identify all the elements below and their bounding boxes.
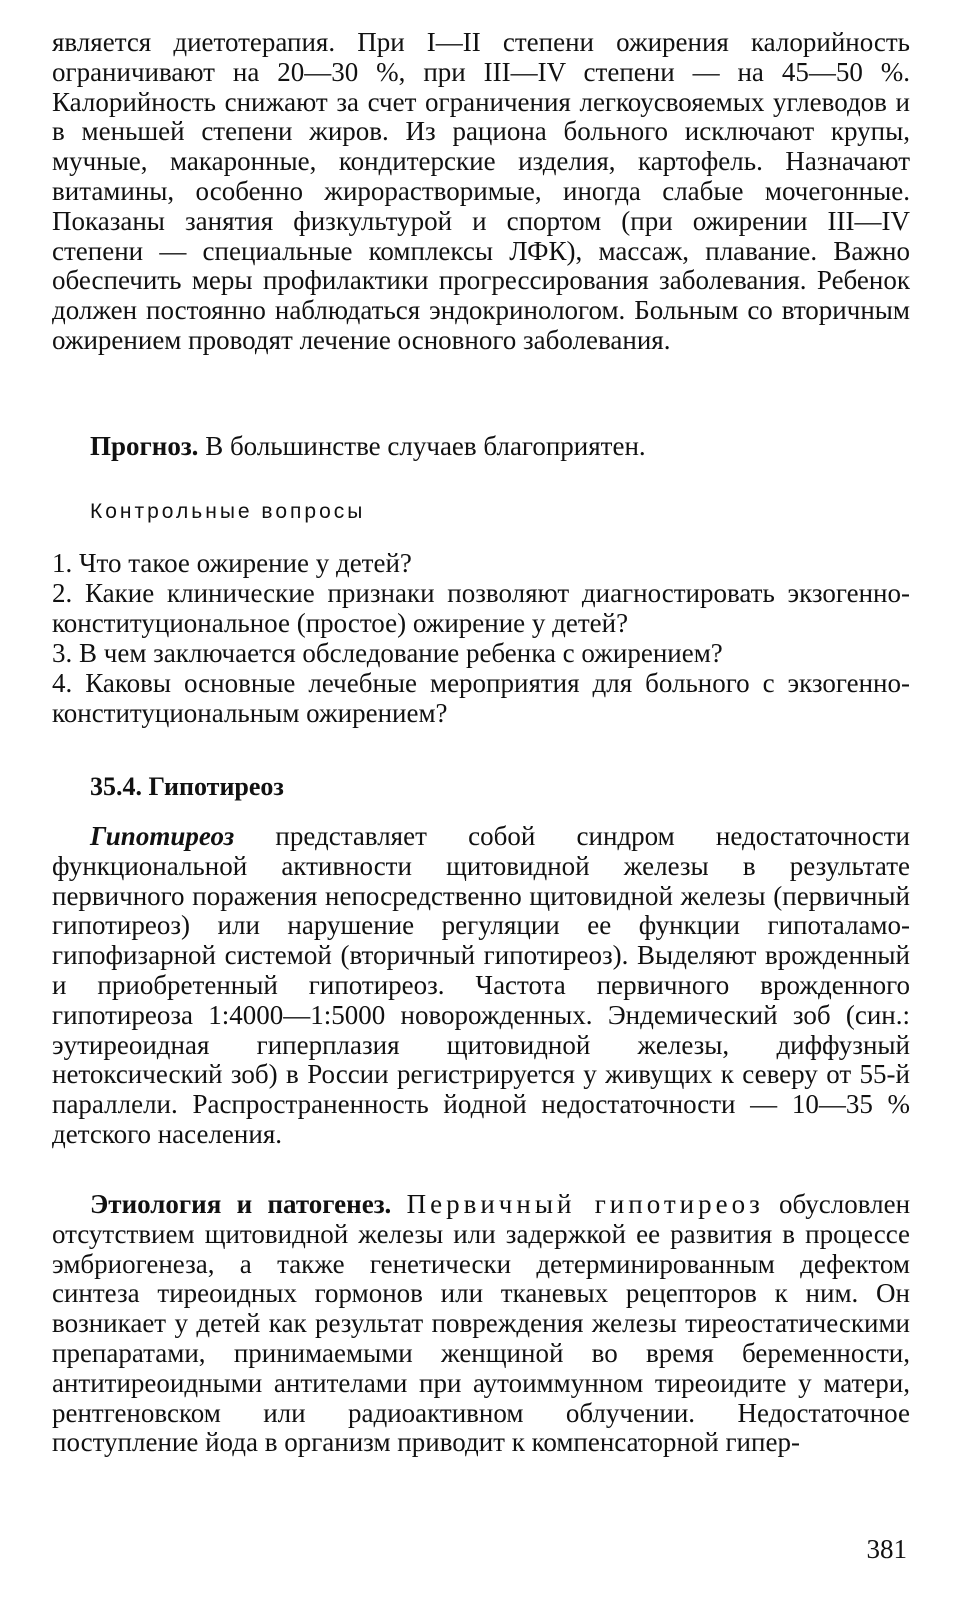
- etiology-text: обусловлен отсутствием щитовидной железы или задержкой ее развития в процессе эмбриогенеза, а также генетически детерминированным дефектом синтеза тиреоидных гормонов или тканевых рецепторов к ним. Он возникает у детей как результат повреждения железы тиреостатическими препаратами, принимаемыми женщиной во время беременности, антитиреоидными антителами при аутоиммунном тиреоидите у матери, рентгеновском или радиоактивном облучении. Недостаточное поступление йода в организм приводит к компенсаторной гипер-: [52, 1189, 911, 1458]
- etiology-spaced-term: Первичный гипотиреоз: [406, 1189, 764, 1219]
- etiology-paragraph: [52, 1190, 910, 1458]
- question-3: 3. В чем заключается обследование ребенка с ожирением?: [52, 638, 723, 668]
- question-2: 2. Какие клинические признаки позволяют диагностировать экзогенно-конституциональное (простое) ожирение у детей?: [52, 578, 910, 638]
- diet-therapy-text: является диетотерапия. При I—II степени ожирения калорийность ограничивают на 20—30 %, при III—IV степени — на 45—50 %. Калорийность снижают за счет ограничения легкоусвояемых углеводов и в меньшей степени жиров. Из рациона больного исключают крупы, мучные, макаронные, кондитерские изделия, картофель. Назначают витамины, особенно жирорастворимые, иногда слабые мочегонные. Показаны занятия физкультурой и спортом (при ожирении III—IV степени — специальные комплексы ЛФК), массаж, плавание. Важно обеспечить меры профилактики прогрессирования заболевания. Ребенок должен постоянно наблюдаться эндокринологом. Больным со вторичным ожирением проводят лечение основного заболевания.: [52, 27, 910, 355]
- hypothyroidism-intro-text: представляет собой синдром недостаточности функциональной активности щитовидной железы в результате первичного поражения непосредственно щитовидной железы (первичный гипотиреоз) или нарушение регуляции ее функции гипоталамо-гипофизарной системой (вторичный гипотиреоз). Выделяют врожденный и приобретенный гипотиреоз. Частота первичного врожденного гипотиреоза 1:4000—1:5000 новорожденных. Эндемический зоб (син.: эутиреоидная гиперплазия щитовидной железы, диффузный нетоксический зоб) в России регистрируется у живущих к северу от 55-й параллели. Распространенность йодной недостаточности — 10—35 % детского населения.: [52, 821, 910, 1149]
- question-1: 1. Что такое ожирение у детей?: [52, 548, 412, 578]
- question-item: [52, 639, 910, 669]
- control-questions-title: Контрольные вопросы: [90, 500, 366, 523]
- question-4: 4. Каковы основные лечебные мероприятия для больного с экзогенно-конституциональным ожирением?: [52, 668, 910, 728]
- diet-therapy-paragraph: [52, 28, 910, 356]
- prognosis-paragraph: [52, 432, 910, 462]
- question-item: [52, 669, 910, 729]
- hypothyroidism-term: Гипотиреоз: [90, 821, 235, 851]
- question-item: [52, 549, 910, 579]
- prognosis-text: В большинстве случаев благоприятен.: [198, 431, 646, 461]
- question-item: [52, 579, 910, 639]
- section-heading: 35.4. Гипотиреоз: [90, 772, 284, 801]
- page-number: 381: [866, 1534, 907, 1564]
- prognosis-label: Прогноз.: [90, 431, 199, 461]
- hypothyroidism-intro-paragraph: [52, 822, 910, 1150]
- etiology-label: Этиология и патогенез.: [90, 1189, 392, 1219]
